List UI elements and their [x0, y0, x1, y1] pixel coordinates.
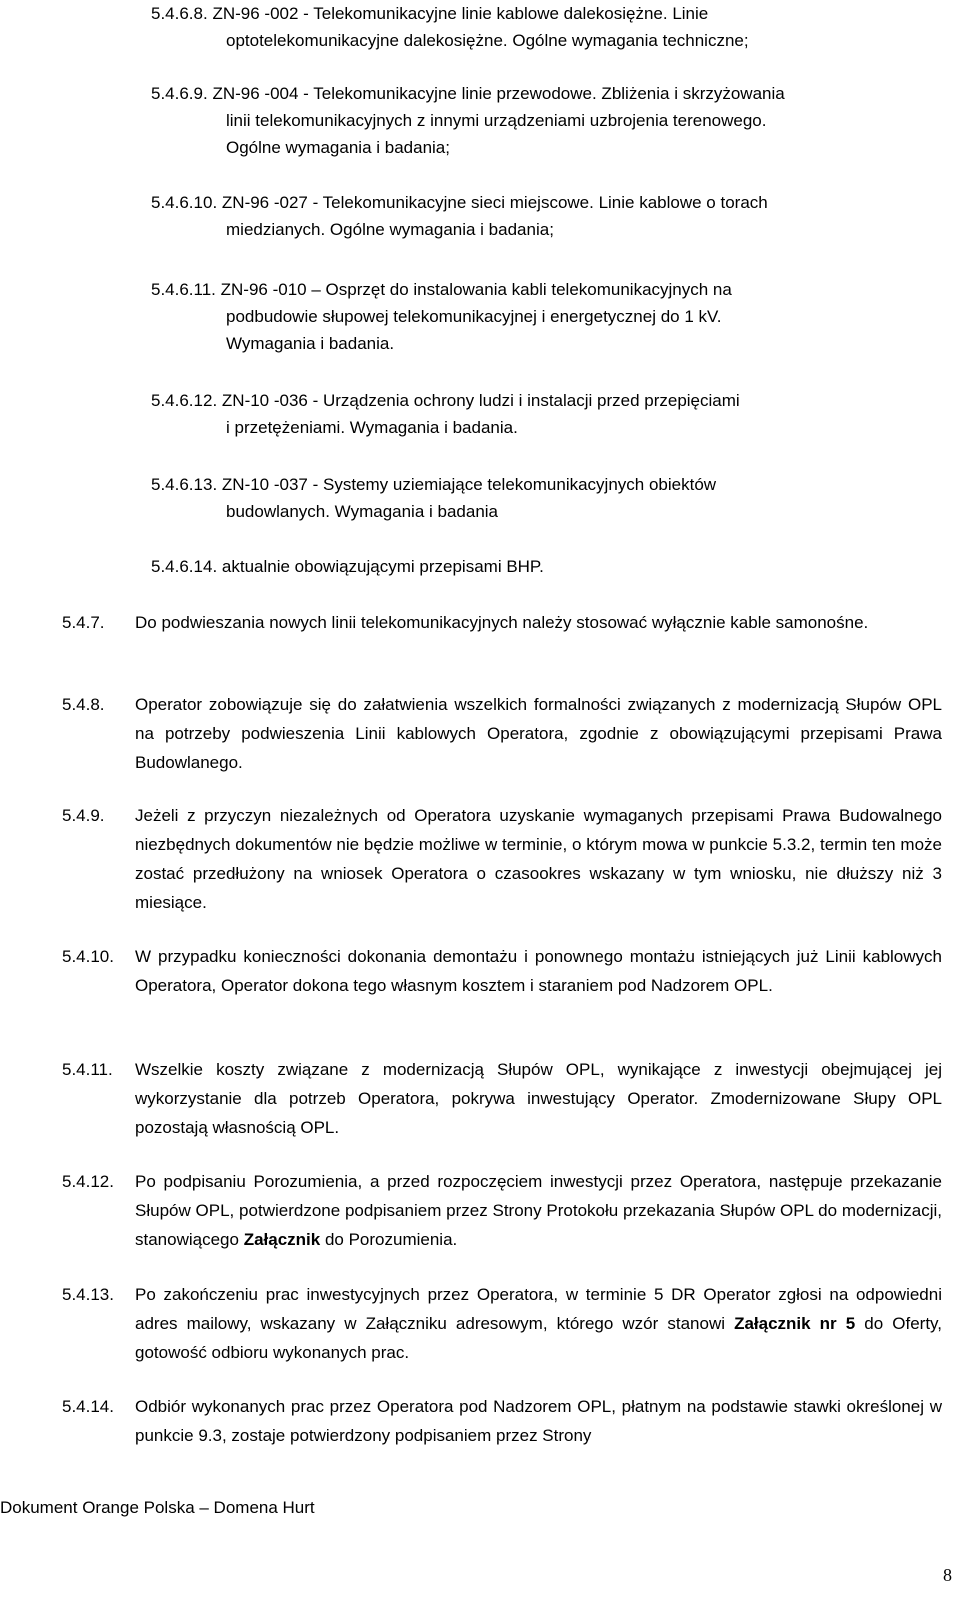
item-text: Jeżeli z przyczyn niezależnych od Operatora uzyskanie wymaganych przepisami Prawa Budowalnego niezbędnych dokumentów nie będzie możliwe w terminie, o którym mowa w punkcie 5.3.2, termin ten może zostać przedłużony na wniosek Operatora o czasookres wskazany w tym wniosku, nie dłuższy niż 3 miesiące.	[135, 806, 942, 912]
item-number: 5.4.9.	[62, 806, 105, 825]
item-text-part: do Porozumienia.	[320, 1230, 458, 1249]
list-item	[62, 801, 942, 917]
list-item	[151, 189, 931, 243]
attachment-reference: Załącznik nr 5	[734, 1314, 856, 1333]
item-text-continued: optotelekomunikacyjne dalekosiężne. Ogólne wymagania techniczne;	[226, 31, 749, 50]
list-item	[62, 690, 942, 777]
item-text: Operator zobowiązuje się do załatwienia wszelkich formalności związanych z modernizacją Słupów OPL na potrzeby podwieszenia Linii kablowych Operatora, zgodnie z obowiązującymi przepisami Prawa Budowlanego.	[135, 695, 942, 772]
list-item	[62, 1055, 942, 1142]
list-item	[62, 942, 942, 1000]
item-text-continued: podbudowie słupowej telekomunikacyjnej i energetycznej do 1 kV.	[226, 307, 722, 326]
item-number: 5.4.6.8.	[151, 4, 208, 23]
attachment-reference: Załącznik	[243, 1230, 321, 1249]
item-text: ZN-96 -002 - Telekomunikacyjne linie kablowe dalekosiężne. Linie	[212, 4, 709, 23]
list-item	[151, 276, 931, 357]
item-number: 5.4.12.	[62, 1172, 114, 1191]
item-number: 5.4.6.13.	[151, 475, 218, 494]
list-item	[62, 1392, 942, 1450]
item-text	[135, 1280, 942, 1367]
item-text-continued: Ogólne wymagania i badania;	[226, 138, 450, 157]
list-item	[151, 0, 931, 54]
item-number: 5.4.10.	[62, 947, 114, 966]
item-number: 5.4.11.	[62, 1060, 113, 1079]
item-text-part: Po zakończeniu prac inwestycyjnych przez Operatora, w terminie 5 DR Operator zgłosi na odpowiedni adres mailowy, wskazany w Załączniku adresowym, którego wzór stanowi	[135, 1285, 942, 1333]
item-text-continued: i przetężeniami. Wymagania i badania.	[226, 418, 518, 437]
item-number: 5.4.6.12.	[151, 391, 218, 410]
item-text: ZN-10 -037 - Systemy uziemiające telekomunikacyjnych obiektów	[221, 475, 717, 494]
item-number: 5.4.7.	[62, 613, 105, 632]
item-text-continued: linii telekomunikacyjnych z innymi urządzeniami uzbrojenia terenowego.	[226, 111, 767, 130]
item-text: ZN-10 -036 - Urządzenia ochrony ludzi i instalacji przed przepięciami	[221, 391, 740, 410]
list-item	[151, 387, 931, 441]
list-item	[151, 80, 931, 161]
item-text: Do podwieszania nowych linii telekomunikacyjnych należy stosować wyłącznie kable samonośne.	[135, 613, 869, 632]
item-number: 5.4.8.	[62, 695, 105, 714]
item-number: 5.4.13.	[62, 1285, 114, 1304]
list-item	[62, 1167, 942, 1254]
item-text: ZN-96 -027 - Telekomunikacyjne sieci miejscowe. Linie kablowe o torach	[221, 193, 768, 212]
item-text: W przypadku konieczności dokonania demontażu i ponownego montażu istniejących już Linii kablowych Operatora, Operator dokona tego własnym kosztem i staraniem pod Nadzorem OPL.	[135, 947, 942, 995]
item-text-continued: budowlanych. Wymagania i badania	[226, 502, 499, 521]
item-number: 5.4.14.	[62, 1397, 114, 1416]
item-number: 5.4.6.14.	[151, 557, 218, 576]
item-text-continued: Wymagania i badania.	[226, 334, 395, 353]
list-item	[151, 553, 931, 580]
item-text: Wszelkie koszty związane z modernizacją Słupów OPL, wynikające z inwestycji obejmującej jej wykorzystanie dla potrzeb Operatora, pokrywa inwestujący Operator. Zmodernizowane Słupy OPL pozostają własnością OPL.	[135, 1060, 942, 1137]
page-number: 8	[943, 1565, 952, 1585]
item-number: 5.4.6.11.	[151, 280, 216, 299]
item-text-part: do Oferty, gotowość odbioru wykonanych prac.	[135, 1314, 942, 1362]
item-number: 5.4.6.9.	[151, 84, 208, 103]
list-item	[62, 1280, 942, 1367]
item-text: ZN-96 -010 – Osprzęt do instalowania kabli telekomunikacyjnych na	[220, 280, 732, 299]
item-text-part: Po podpisaniu Porozumienia, a przed rozpoczęciem inwestycji przez Operatora, następuje przekazanie Słupów OPL, potwierdzone podpisaniem przez Strony Protokołu przekazania Słupów OPL do modernizacji, stanowiącego	[135, 1172, 942, 1249]
list-item	[62, 608, 942, 637]
list-item	[151, 471, 931, 525]
item-number: 5.4.6.10.	[151, 193, 218, 212]
item-text: ZN-96 -004 - Telekomunikacyjne linie przewodowe. Zbliżenia i skrzyżowania	[212, 84, 785, 103]
footer-document-title: Dokument Orange Polska – Domena Hurt	[0, 1498, 315, 1517]
item-text: Odbiór wykonanych prac przez Operatora pod Nadzorem OPL, płatnym na podstawie stawki określonej w punkcie 9.3, zostaje potwierdzony podpisaniem przez Strony	[135, 1397, 942, 1445]
item-text-continued: miedzianych. Ogólne wymagania i badania;	[226, 220, 554, 239]
item-text	[135, 1167, 942, 1254]
item-text: aktualnie obowiązującymi przepisami BHP.	[221, 557, 544, 576]
